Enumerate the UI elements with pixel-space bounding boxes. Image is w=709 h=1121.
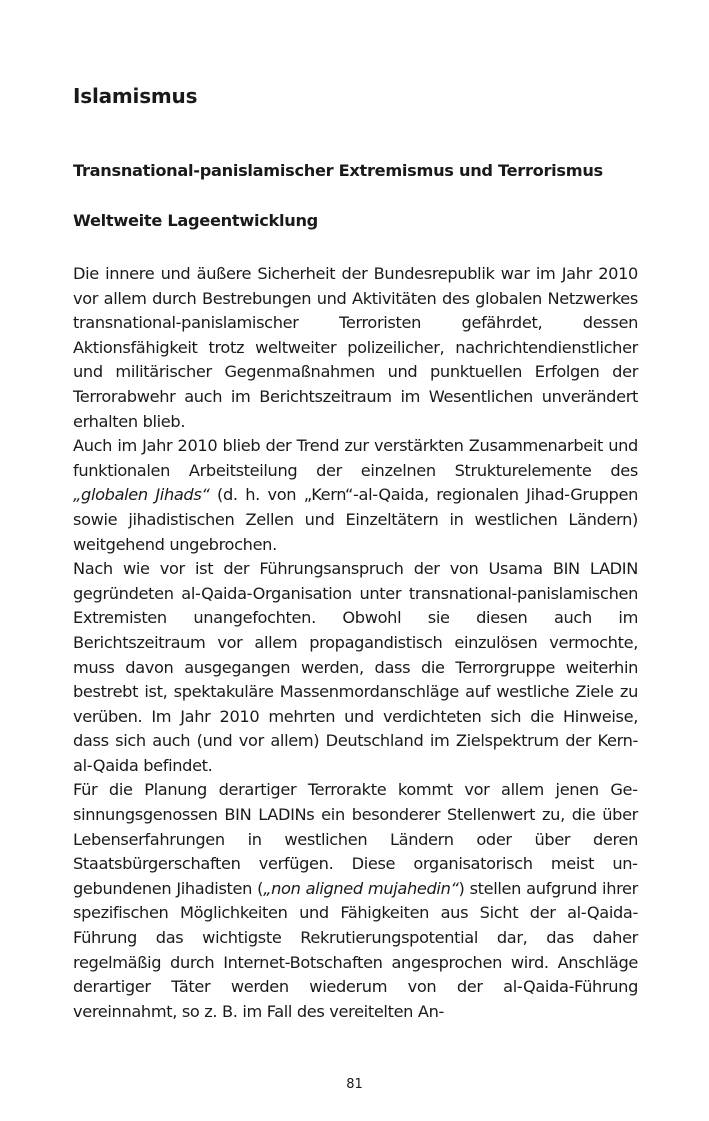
paragraph-2-emphasis: „globalen Jihads“: [73, 485, 210, 505]
paragraph-4-text-a: Für die Planung derartiger Terrorakte kommt vor allem jenen Gesinnungsgenossen BIN LADINs ein besonderer Stellenwert zu, die über Lebenserfahrungen in westlichen Ländern oder über deren Staatsbürgerschaften verfügen. Diese organisatorisch meist ungebundenen Jihadisten (: [73, 780, 638, 898]
paragraph-2-text-a: Auch im Jahr 2010 blieb der Trend zur verstärkten Zusammenarbeit und funktionalen Arbeitsteilung der einzelnen Strukturelemente des: [73, 436, 638, 480]
section-title: Weltweite Lageentwicklung: [73, 211, 318, 230]
chapter-heading: Islamismus: [73, 84, 198, 108]
paragraph-2-text-b: (d. h. von „Kern“-al-Qaida, regionalen Jihad-Gruppen sowie jihadistischen Zellen und Einzeltätern in westlichen Ländern) weitgehend ungebrochen.: [73, 485, 638, 554]
paragraph-3: Nach wie vor ist der Führungsanspruch der von Usama BIN LADIN gegründeten al-Qaida-Organisation unter transnational-panislamischen Extremisten unangefochten. Obwohl sie diesen auch im Berichtszeitraum vor allem propagandistisch einzulösen vermochte, muss davon ausgegangen werden, dass die Terrorgruppe weiterhin bestrebt ist, spektakuläre Massenmordanschläge auf westliche Ziele zu verüben. Im Jahr 2010 mehrten und verdichteten sich die Hinweise, dass sich auch (und vor allem) Deutschland im Zielspektrum der Kern-al-Qaida befindet.: [73, 559, 638, 775]
section-subheading: Transnational-panislamischer Extremismus und Terrorismus: [73, 161, 603, 180]
body-text: [73, 262, 638, 1024]
paragraph-4-emphasis: „non aligned mujahedin“: [263, 878, 459, 898]
paragraph-1: Die innere und äußere Sicherheit der Bundesrepublik war im Jahr 2010 vor allem durch Bestrebungen und Aktivitäten des globalen Netzwerkes transnational-panislamischer Terroristen gefährdet, dessen Aktionsfähigkeit trotz weltweiter polizeilicher, nachrichtendienstlicher und militärischer Gegenmaßnahmen und punktuellen Erfolgen der Terrorabwehr auch im Berichtszeitraum im Wesentlichen unverändert erhalten blieb.: [73, 264, 638, 431]
paragraph-2: [73, 434, 638, 557]
paragraph-4-text-b: ) stellen aufgrund ihrer spezifischen Möglichkeiten und Fähigkeiten aus Sicht der al-Qaida-Führung das wichtigste Rekrutierungspotential dar, das daher regelmäßig durch Internet-Botschaften angesprochen wird. Anschläge derartiger Täter werden wiederum von der al-Qaida-Führung vereinnahmt, so z. B. im Fall des vereitelten An-: [73, 878, 638, 1021]
paragraph-4: [73, 778, 638, 1024]
page-number: 81: [346, 1077, 363, 1092]
